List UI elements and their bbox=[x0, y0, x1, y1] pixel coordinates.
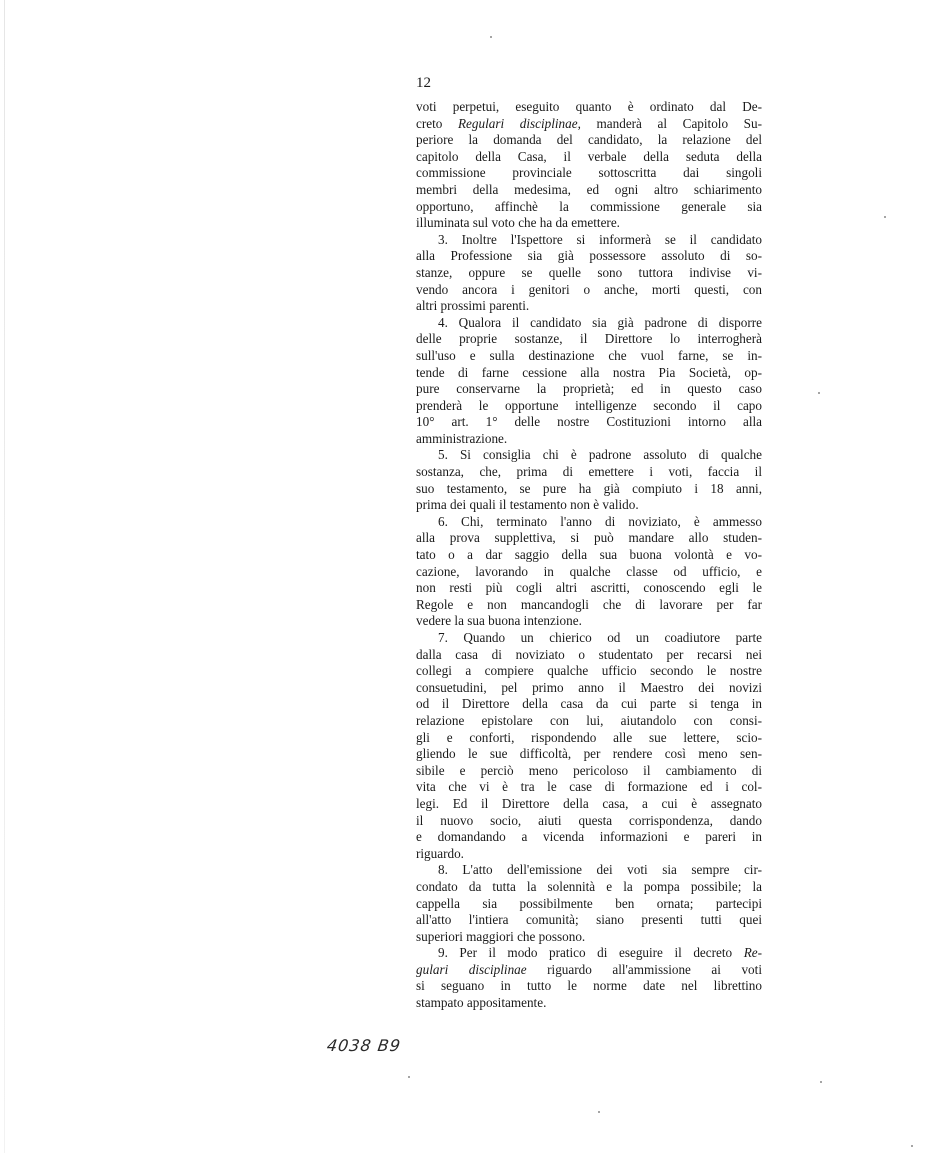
text-line: 8. L'atto dell'emissione dei voti sia sempre cir- bbox=[438, 862, 762, 878]
text-line: e domandando a vicenda informazioni e pareri in bbox=[416, 829, 762, 845]
text-line: illuminata sul voto che ha da emettere. bbox=[416, 215, 620, 231]
text-line: voti perpetui, eseguito quanto è ordinato dal De- bbox=[416, 99, 762, 114]
text-line: riguardo. bbox=[416, 845, 464, 861]
paragraph bbox=[416, 514, 762, 630]
paragraph bbox=[416, 232, 762, 315]
scan-speck bbox=[884, 216, 886, 218]
scan-speck bbox=[818, 392, 820, 394]
text-line: suo testamento, se pure ha già compiuto i 18 anni, bbox=[416, 480, 762, 496]
text-line: il nuovo socio, aiuti questa corrispondenza, dando bbox=[416, 812, 762, 828]
scan-speck bbox=[598, 1111, 600, 1113]
text-line: 4. Qualora il candidato sia già padrone di disporre bbox=[438, 314, 762, 330]
text-line: stanze, oppure se quelle sono tuttora indivise vi- bbox=[416, 264, 762, 280]
text-line: vedere la sua buona intenzione. bbox=[416, 613, 582, 629]
text-line: gli e conforti, rispondendo alle sue lettere, scio- bbox=[416, 729, 762, 745]
text-line: Regole e non mancandogli che di lavorare per far bbox=[416, 596, 762, 612]
paragraph bbox=[416, 945, 762, 1011]
text-line: non resti più cogli altri ascritti, conoscendo egli le bbox=[416, 580, 762, 596]
text-line: sibile e perciò meno pericoloso il cambiamento di bbox=[416, 762, 762, 778]
paragraph bbox=[416, 315, 762, 448]
text-line: 3. Inoltre l'Ispettore si informerà se il candidato bbox=[438, 231, 762, 247]
scan-speck bbox=[490, 36, 492, 38]
text-line: prima dei quali il testamento non è valido. bbox=[416, 497, 639, 513]
text-line: tende di farne cessione alla nostra Pia Società, op- bbox=[416, 364, 762, 380]
text-line: vita che vi è tra le case di formazione ed i col- bbox=[416, 779, 762, 795]
text-line: delle proprie sostanze, il Direttore lo interrogherà bbox=[416, 331, 762, 347]
text-line: creto Regulari disciplinae, manderà al Capitolo Su- bbox=[416, 115, 762, 131]
text-line: relazione epistolare con lui, aiutandolo con consi- bbox=[416, 712, 762, 728]
text-line: stampato appositamente. bbox=[416, 995, 547, 1011]
paragraph bbox=[416, 447, 762, 513]
page-number: 12 bbox=[416, 75, 431, 91]
text-line: legi. Ed il Direttore della casa, a cui è assegnato bbox=[416, 795, 762, 811]
italic-text: Re- bbox=[743, 945, 762, 961]
paragraph bbox=[416, 99, 762, 232]
text-line: pure conservarne la proprietà; ed in questo caso bbox=[416, 381, 762, 397]
italic-text: Regulari disciplinae bbox=[457, 115, 578, 131]
text-line: sostanza, che, prima di emettere i voti, faccia il bbox=[416, 464, 762, 480]
text-line: commissione provinciale sottoscritta dai singoli bbox=[416, 165, 762, 181]
text-line: 6. Chi, terminato l'anno di noviziato, è ammesso bbox=[438, 513, 762, 529]
text-line: superiori maggiori che possono. bbox=[416, 928, 586, 944]
text-line: vendo ancora i genitori o anche, morti questi, con bbox=[416, 281, 762, 297]
text-line: cazione, lavorando in qualche classe od ufficio, e bbox=[416, 563, 762, 579]
text-line: collegi a compiere qualche ufficio secondo le nostre bbox=[416, 663, 762, 679]
text-line: 10° art. 1° delle nostre Costituzioni intorno alla bbox=[416, 414, 762, 430]
text-line: gliendo le sue difficoltà, per rendere così meno sen- bbox=[416, 746, 762, 762]
text-line: consuetudini, pel primo anno il Maestro dei novizi bbox=[416, 679, 762, 695]
text-line: opportuno, affinchè la commissione generale sia bbox=[416, 198, 762, 214]
text-line: cappella sia possibilmente ben ornata; partecipi bbox=[416, 895, 762, 911]
body-text bbox=[416, 99, 762, 1012]
text-line: alla Professione sia già possessore assoluto di so- bbox=[416, 248, 762, 264]
scan-speck bbox=[820, 1081, 822, 1083]
text-line: dalla casa di noviziato o studentato per recarsi nei bbox=[416, 646, 762, 662]
text-line: altri prossimi parenti. bbox=[416, 298, 530, 314]
text-line: od il Direttore della casa da cui parte si tenga in bbox=[416, 696, 762, 712]
text-line: periore la domanda del candidato, la relazione del bbox=[416, 132, 762, 148]
text-line: capitolo della Casa, il verbale della seduta della bbox=[416, 148, 762, 164]
scan-speck bbox=[408, 1076, 410, 1078]
text-line: 5. Si consiglia chi è padrone assoluto di qualche bbox=[438, 447, 762, 463]
text-line: sull'uso e sulla destinazione che vuol farne, se in- bbox=[416, 347, 762, 363]
text-line: prenderà le opportune intelligenze secondo il capo bbox=[416, 397, 762, 413]
text-line: amministrazione. bbox=[416, 430, 508, 446]
text-line: all'atto l'intiera comunità; siano presenti tutti quei bbox=[416, 912, 762, 928]
text-line: 7. Quando un chierico od un coadiutore parte bbox=[438, 630, 762, 645]
text-line: 9. Per il modo pratico di eseguire il decreto Re- bbox=[438, 945, 762, 961]
handwritten-annotation: 4038 B9 bbox=[325, 1036, 403, 1055]
scan-speck bbox=[911, 1145, 913, 1147]
text-line: gulari disciplinae riguardo all'ammissione ai voti bbox=[416, 961, 762, 977]
italic-text: gulari disciplinae bbox=[416, 961, 527, 977]
text-line: alla prova supplettiva, si può mandare allo studen- bbox=[416, 530, 762, 546]
binding-edge bbox=[4, 0, 5, 1153]
paragraph bbox=[416, 862, 762, 945]
text-line: si seguano in tutto le norme date nel librettino bbox=[416, 978, 762, 994]
text-line: membri della medesima, ed ogni altro schiarimento bbox=[416, 181, 762, 197]
text-line: tato o a dar saggio della sua buona volontà e vo- bbox=[416, 547, 762, 563]
text-line: condato da tutta la solennità e la pompa possibile; la bbox=[416, 878, 762, 894]
paragraph bbox=[416, 630, 762, 862]
